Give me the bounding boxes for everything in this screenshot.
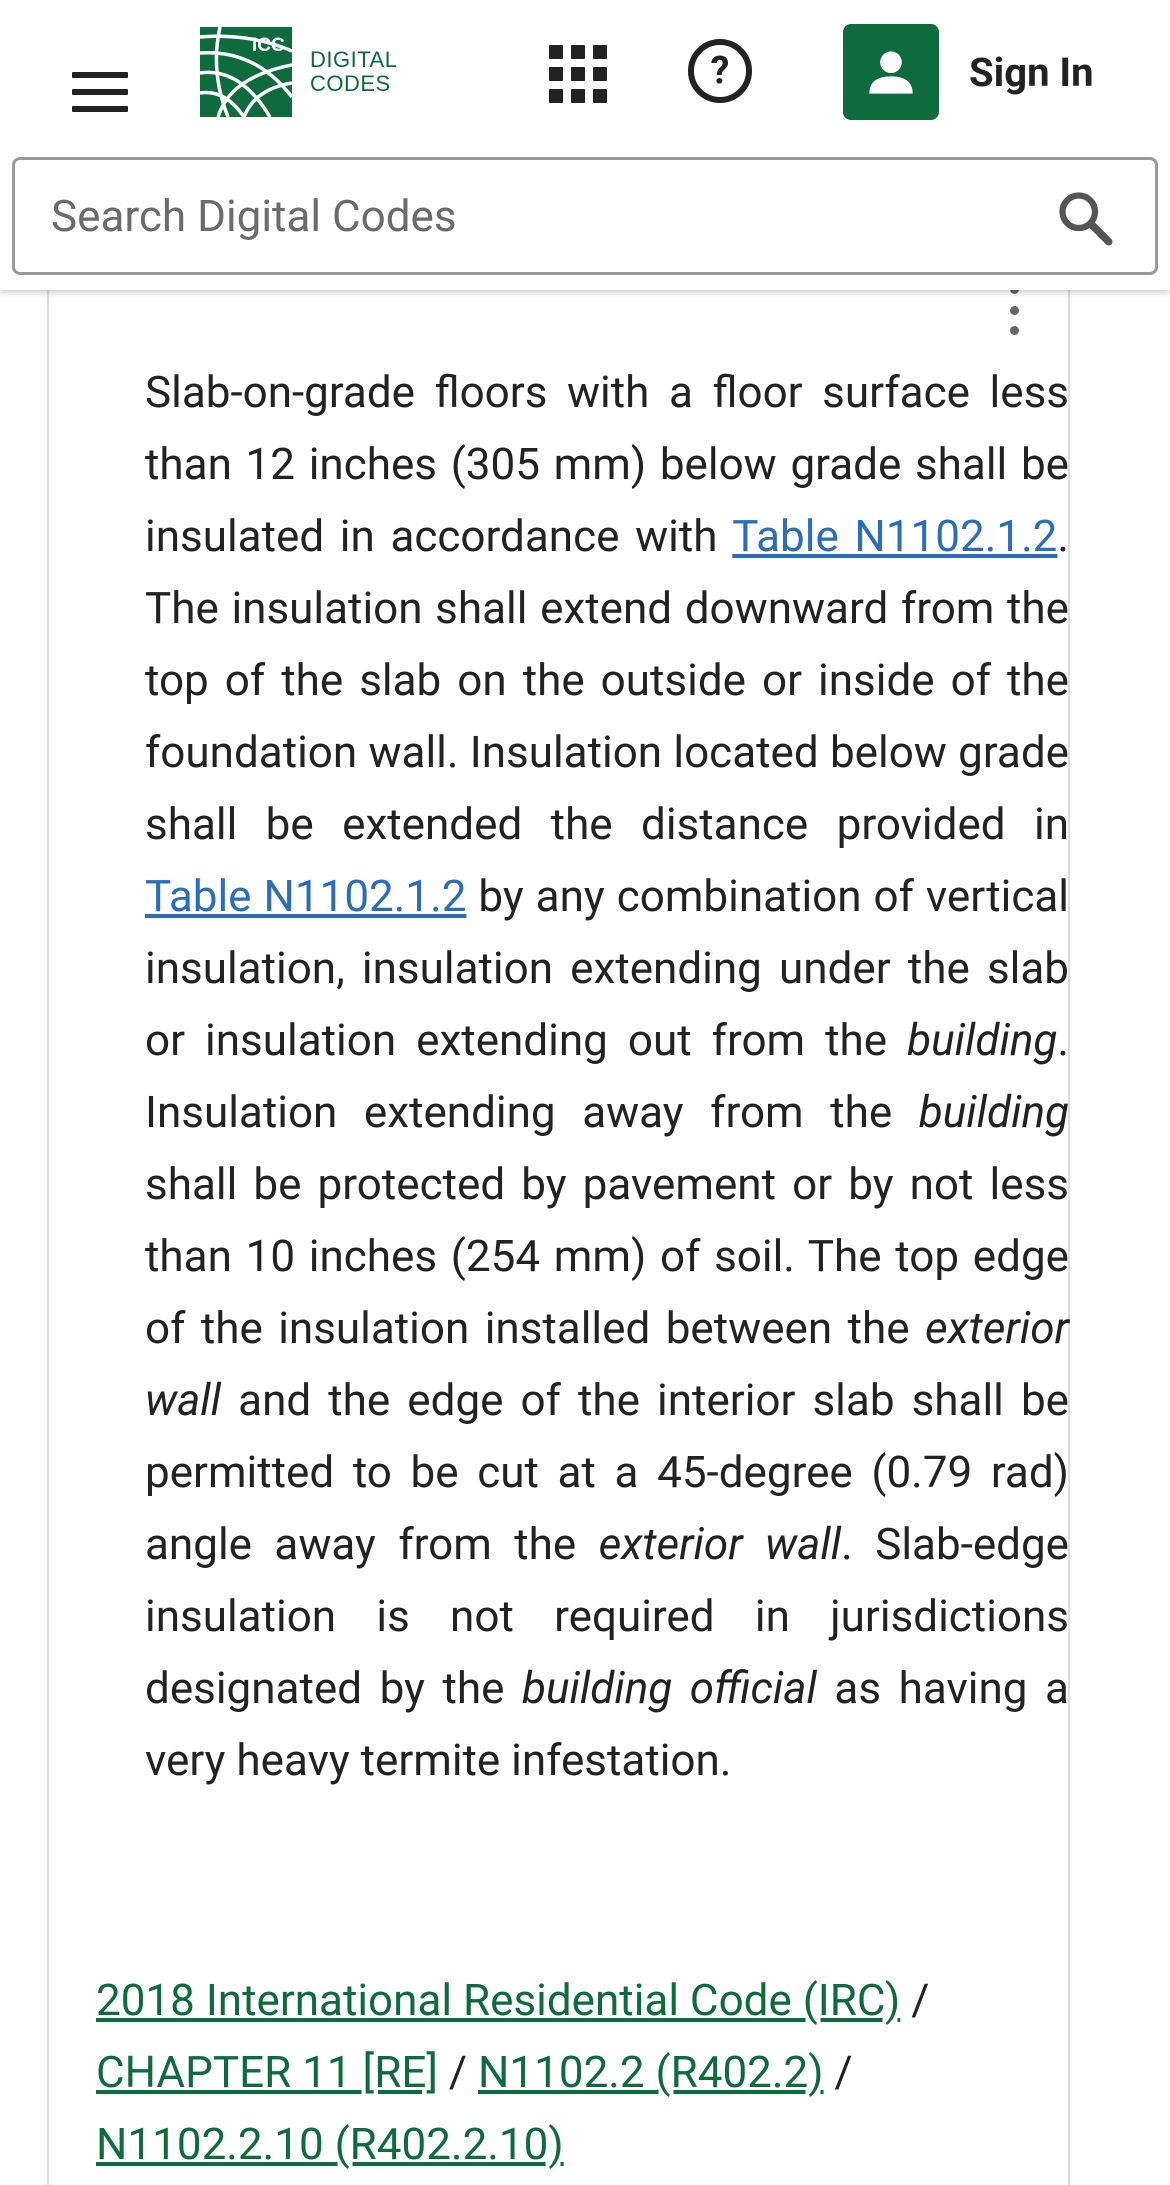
more-options-icon[interactable] bbox=[999, 285, 1029, 335]
logo-text bbox=[310, 48, 397, 96]
breadcrumb-item-code[interactable]: 2018 International Residential Code (IRC) bbox=[96, 1974, 901, 2026]
menu-icon[interactable] bbox=[58, 50, 142, 134]
breadcrumb-separator: / bbox=[834, 2046, 853, 2098]
code-section-card bbox=[47, 0, 1070, 2185]
logo-text-line1: DIGITAL bbox=[310, 47, 398, 72]
breadcrumb-item-section[interactable]: N1102.2 (R402.2) bbox=[478, 2046, 824, 2098]
sign-in-label: Sign In bbox=[969, 48, 1094, 96]
sign-in-button[interactable] bbox=[843, 24, 1094, 120]
breadcrumb bbox=[96, 1964, 1056, 2180]
table-link-1[interactable]: Table N1102.1.2 bbox=[732, 510, 1058, 562]
icc-globe-logo-icon bbox=[200, 27, 292, 117]
logo-text-line2: CODES bbox=[310, 71, 391, 96]
search-bar bbox=[12, 157, 1158, 275]
icc-digital-codes-logo[interactable] bbox=[200, 27, 397, 117]
breadcrumb-separator: / bbox=[911, 1974, 930, 2026]
apps-grid-icon[interactable] bbox=[546, 42, 604, 100]
table-link-2[interactable]: Table N1102.1.2 bbox=[145, 870, 467, 922]
help-symbol: ? bbox=[710, 49, 730, 93]
breadcrumb-item-chapter[interactable]: CHAPTER 11 [RE] bbox=[96, 2046, 438, 2098]
section-body-text: Slab-on-grade floors with a floor surface less than 12 inches (305 mm) below grade shall be insulated in accordance with Table N1102.1.2. The insulation shall extend downward from the top of the slab on the outside or inside of the foundation wall. Insulation located below grade shall be extended the distance provided in Table N1102.1.2 by any combination of vertical insulation, insulation extending under the slab or insulation extending out from the building. Insulation extending away from the building shall be protected by pavement or by not less than 10 inches (254 mm) of soil. The top edge of the insulation installed between the exterior wall and the edge of the interior slab shall be permitted to be cut at a 45-degree (0.79 rad) angle away from the exterior wall. Slab-edge insulation is not required in jurisdictions designated by the building official as having a very heavy termite infestation. bbox=[145, 366, 1070, 1786]
svg-text:ICC: ICC bbox=[252, 35, 285, 56]
search-input[interactable] bbox=[51, 186, 1011, 246]
app-header bbox=[0, 0, 1170, 290]
search-icon[interactable] bbox=[1055, 188, 1115, 248]
breadcrumb-item-subsection[interactable]: N1102.2.10 (R402.2.10) bbox=[96, 2118, 564, 2170]
help-icon[interactable] bbox=[688, 39, 752, 103]
user-icon bbox=[843, 24, 939, 120]
breadcrumb-separator: / bbox=[448, 2046, 468, 2098]
